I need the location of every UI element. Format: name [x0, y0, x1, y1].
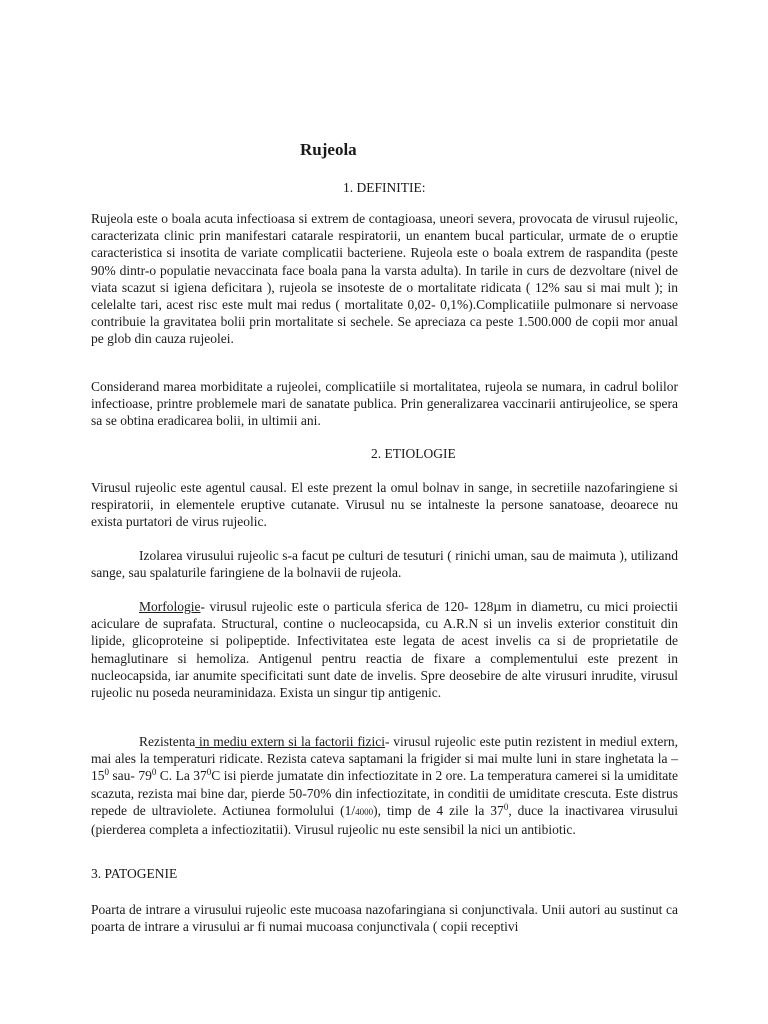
rezistenta-label: in mediu extern si la factorii fizici	[195, 734, 386, 749]
paragraph-etiologie-1: Virusul rujeolic este agentul causal. El este prezent la omul bolnav in sange, in secretiile nazofaringiene si respiratorii, in elementele eruptive cutanate. Virusul nu se intalneste la persone sanatoase, deoarece nu exista purtatori de virus rujeolic.	[91, 480, 678, 530]
page-title: Rujeola	[300, 140, 357, 159]
fraction-denominator: 4000	[355, 806, 374, 817]
degree-sup-2: 0	[151, 767, 157, 778]
paragraph-definitie-2: Considerand marea morbiditate a rujeolei, complicatiile si mortalitatea, rujeola se numara, in cadrul bolilor infectioase, printre problemele mari de sanatate publica. Prin generalizarea vaccinarii antirujeolice, se spera sa se obtina eradicarea bolii, in ultimii ani.	[91, 379, 678, 429]
degree-sup-4: 0	[503, 801, 509, 812]
rezistenta-text-b: sau- 79	[109, 768, 152, 784]
paragraph-rezistenta	[91, 733, 678, 838]
paragraph-patogenie-1: Poarta de intrare a virusului rujeolic este mucoasa nazofaringiana si conjunctivala. Unii autori au sustinut ca poarta de intrare a virusului ar fi numai mucoasa conjunctivala ( copii receptivi	[91, 902, 678, 935]
paragraph-etiologie-2: Izolarea virusului rujeolic s-a facut pe culturi de tesuturi ( rinichi uman, sau de maimuta ), utilizand sange, sau spalaturile faringiene de la bolnavii de rujeola.	[91, 548, 678, 581]
rezistenta-lead: Rezistenta	[139, 734, 196, 749]
degree-sup-1: 0	[104, 767, 109, 778]
paragraph-morfologie	[91, 598, 678, 701]
heading-definitie: 1. DEFINITIE:	[343, 180, 426, 195]
rezistenta-text-a: - virusul rujeolic este putin rezistent in mediul extern, mai ales la temperaturi ridicate. Rezista cateva saptamani la frigider si mai multe luni in stare inghetata la –15	[91, 734, 678, 784]
paragraph-definitie-1: Rujeola este o boala acuta infectioasa si extrem de contagioasa, uneori severa, provocata de virusul rujeolic, caracterizata clinic prin manifestari catarale respiratorii, un enantem bucal particular, urmate de o eruptie caracteristica si insotita de variate complicatii bacteriene. Rujeola este o boala extrem de raspandita (peste 90% dintr-o populatie nevaccinata face boala pana la varsta adulta). In tarile in curs de dezvoltare (nivel de viata scazut si igiena deficitara ), rujeola se insoteste de o mortalitate ridicata ( 12% sau si mai mult ); in celelalte tari, acest risc este mult mai redus ( mortalitate 0,02- 0,1%).Complicatiile pulmonare si nervoase contribuie la gravitatea bolii prin mortalitate si sechele. Se apreciaza ca peste 1.500.000 de copii mor anual pe glob din cauza rujeolei.	[91, 211, 678, 347]
heading-patogenie: 3. PATOGENIE	[91, 866, 178, 881]
rezistenta-text-e: ), timp de 4 zile la 37	[373, 802, 504, 818]
degree-sup-3: 0	[206, 767, 212, 778]
morfologie-label: Morfologie	[139, 599, 201, 614]
rezistenta-text-c: C. La 37	[156, 768, 207, 784]
rezistenta-text-d: C isi pierde jumatate din infectiozitate in 2 ore. La temperatura camerei si la umiditate scazuta, rezista mai bine dar, pierde 50-70% din infectiozitate, in conditii de umiditate crescuta. Este distrus repede de ultraviolete. Actiunea formolului (1/	[91, 768, 678, 818]
morfologie-text: - virusul rujeolic este o particula sferica de 120- 128µm in diametru, cu mici proiectii aciculare de suprafata. Structural, contine o nucleocapsida, cu A.R.N si un invelis exterior constituit din lipide, glicoproteine si polipeptide. Infectivitatea este legata de acest invelis ca si de proprietatile de hemaglutinare si hemoliza. Antigenul pentru reactia de fixare a complementului este prezent in nucleocapsida, iar anumite specificitati sunt date de invelis. Spre deosebire de alte virusuri inrudite, virusul rujeolic nu poseda neuraminidaza. Exista un singur tip antigenic.	[91, 599, 678, 701]
heading-etiologie: 2. ETIOLOGIE	[371, 446, 456, 461]
rezistenta-text-f: , duce la inactivarea virusului (pierderea completa a infectiozitatii). Virusul rujeolic nu este sensibil la nici un antibiotic.	[91, 802, 679, 838]
